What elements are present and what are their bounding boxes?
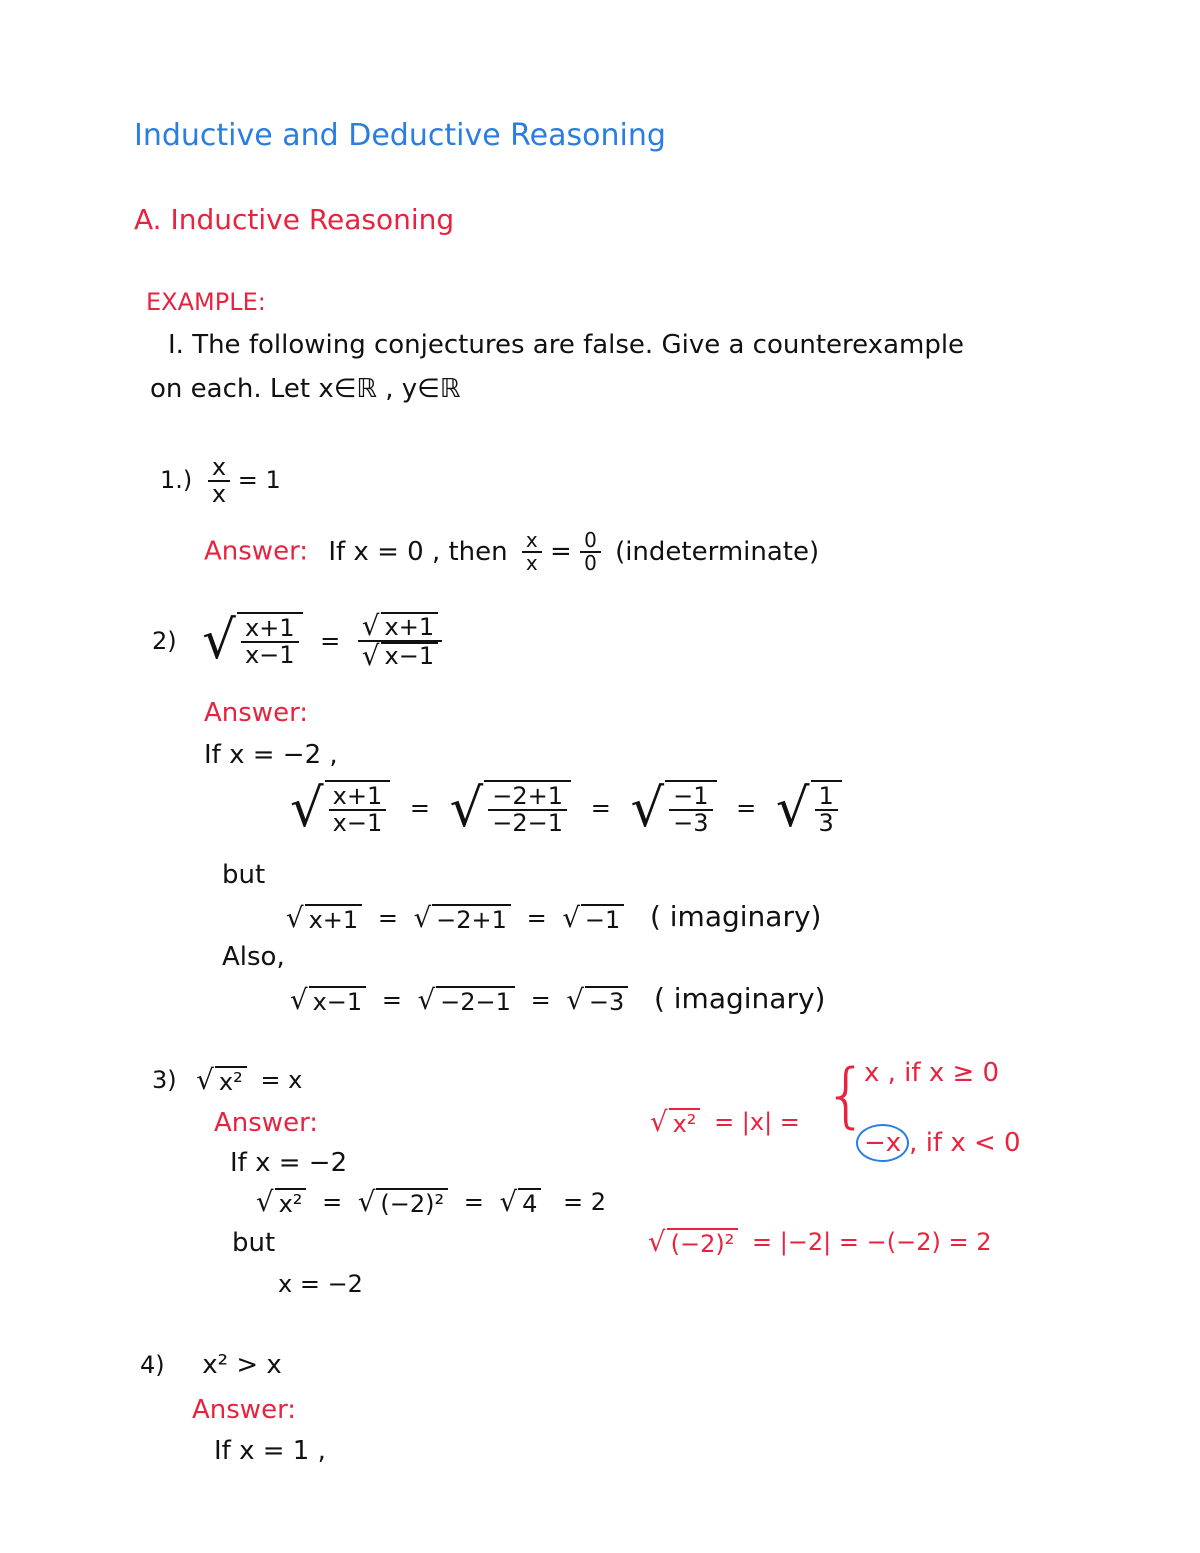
problem-2-also-line: √ x−1 = √ −2−1 = √ −3 ( imaginary)	[290, 982, 826, 1016]
numerator: x	[211, 453, 227, 481]
circled-neg-x: −x	[856, 1124, 909, 1162]
problem-3-condition: If x = −2	[230, 1148, 348, 1178]
answer-note: (indeterminate)	[615, 536, 820, 567]
problem-number: 1.)	[160, 466, 193, 495]
problem-number: 2)	[152, 627, 177, 656]
page-title: Inductive and Deductive Reasoning	[134, 118, 666, 153]
equation-rhs: = 1	[237, 466, 281, 495]
instruction-line-1: I. The following conjectures are false. Give a counterexample	[168, 330, 965, 360]
problem-2-but-line: √ x+1 = √ −2+1 = √ −1 ( imaginary)	[286, 900, 822, 934]
problem-1-answer: Answer: If x = 0 , then $\frac{x}{x}$ = $\frac{0}{0}$ (indeterminate)	[204, 528, 820, 575]
problem-2: 2) √ $\frac{x+1}{x-1}$ = √ x+1 √ x−1	[152, 612, 442, 670]
problem-4: 4) x² > x	[140, 1350, 282, 1380]
problem-number: 3)	[152, 1066, 177, 1094]
case-brace: {	[824, 1054, 869, 1136]
abs-value-example: √ (−2)² = |−2| = −(−2) = 2	[648, 1225, 992, 1258]
fraction: $\frac{x}{x}$	[522, 530, 542, 574]
case-neg: −x , if x < 0	[856, 1124, 1021, 1162]
problem-2-chain: √ $\frac{x+1}{x-1}$ = √ $\frac{-2+1}{-2-1}$ = √ $\frac{-1}{-3}$ = √ $\frac{1}{3}$	[290, 780, 842, 838]
abs-value-note: √ x² = |x| =	[650, 1105, 800, 1138]
instruction-line-2: on each. Let x∈ℝ , y∈ℝ	[150, 374, 461, 404]
problem-3-x-line: x = −2	[278, 1270, 363, 1298]
but-label: but	[232, 1228, 276, 1258]
section-heading: A. Inductive Reasoning	[134, 203, 455, 236]
denominator: x	[208, 480, 230, 507]
zero-fraction: $\frac{0}{0}$	[580, 530, 601, 574]
problem-4-answer-label: Answer:	[192, 1395, 297, 1425]
problem-1	[160, 455, 281, 507]
answer-label: Answer:	[204, 536, 309, 567]
but-label: but	[222, 860, 266, 890]
radical: √ x²	[196, 1066, 246, 1096]
problem-4-condition: If x = 1 ,	[214, 1436, 326, 1466]
problem-number: 4)	[140, 1351, 165, 1379]
example-label: EXAMPLE:	[146, 288, 266, 316]
problem-2-condition: If x = −2 ,	[204, 740, 338, 770]
answer-condition: If x = 0 , then	[328, 536, 508, 567]
problem-3-work: √ x² = √ (−2)² = √ 4 = 2	[256, 1185, 607, 1218]
radical-fraction: √ x+1 √ x−1	[358, 612, 442, 669]
fraction	[208, 455, 230, 507]
problem-3-answer-label: Answer:	[214, 1108, 319, 1138]
problem-3: 3) √ x² = x	[152, 1063, 303, 1096]
radical: √ $\frac{x+1}{x-1}$	[202, 612, 302, 670]
problem-2-answer-label: Answer:	[204, 698, 309, 728]
case-nonneg: x , if x ≥ 0	[864, 1058, 1000, 1088]
also-label: Also,	[222, 942, 285, 972]
